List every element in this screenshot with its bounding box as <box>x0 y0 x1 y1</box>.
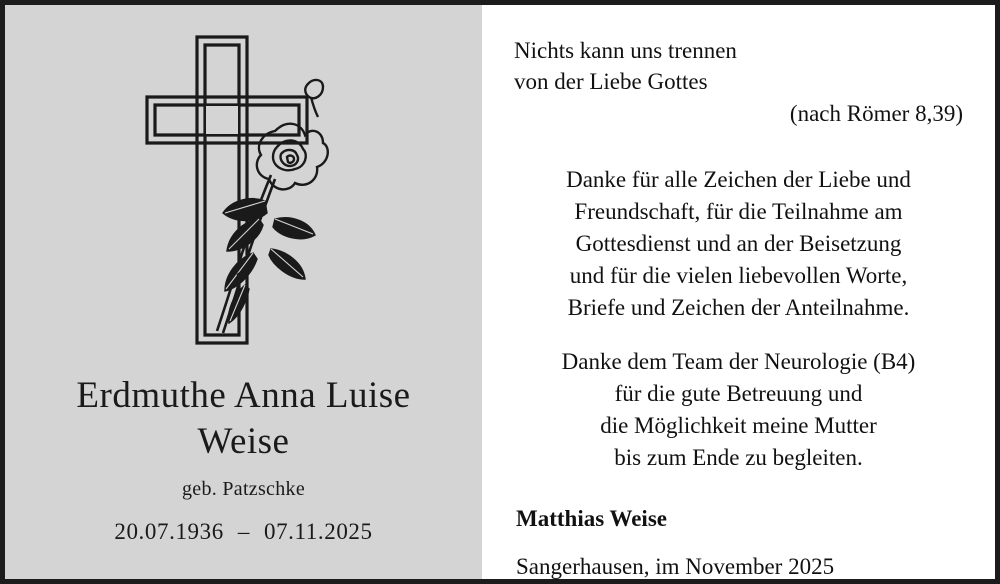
deceased-name-line-2: Weise <box>197 421 290 462</box>
birth-date: 20.07.1936 <box>114 519 224 544</box>
thanks-1-line-4: und für die vielen liebevollen Worte, <box>569 263 908 288</box>
verse-line-1: Nichts kann uns trennen <box>514 38 737 63</box>
deceased-block <box>5 373 482 545</box>
thanks-2-line-3: die Möglichkeit meine Mutter <box>600 413 877 438</box>
bible-verse <box>514 35 967 97</box>
cross-with-rose-icon <box>125 23 375 353</box>
thanks-2-line-4: bis zum Ende zu begleiten. <box>614 445 863 470</box>
life-dates <box>5 519 482 545</box>
thanks-1-line-2: Freundschaft, für die Teilnahme am <box>574 199 903 224</box>
thanks-2-line-2: für die gute Betreuung und <box>614 381 863 406</box>
death-date: 07.11.2025 <box>263 519 373 544</box>
thanks-1-line-3: Gottesdienst und an der Beisetzung <box>575 231 902 256</box>
verse-attribution: (nach Römer 8,39) <box>789 101 963 126</box>
place-and-date: Sangerhausen, im November 2025 <box>516 554 835 579</box>
deceased-name-line-1: Erdmuthe Anna Luise <box>76 375 411 416</box>
right-panel <box>482 5 995 579</box>
thanks-1-line-1: Danke für alle Zeichen der Liebe und <box>566 167 911 192</box>
thanks-1-line-5: Briefe und Zeichen der Anteilnahme. <box>567 295 910 320</box>
maiden-name: geb. Patzschke <box>181 478 306 500</box>
left-panel <box>5 5 482 579</box>
thanks-paragraph-1 <box>510 164 967 324</box>
thanks-paragraph-2 <box>510 346 967 474</box>
date-separator: – <box>237 519 250 544</box>
thanks-2-line-1: Danke dem Team der Neurologie (B4) <box>561 349 916 374</box>
signature: Matthias Weise <box>516 506 667 531</box>
verse-line-2: von der Liebe Gottes <box>514 69 708 94</box>
